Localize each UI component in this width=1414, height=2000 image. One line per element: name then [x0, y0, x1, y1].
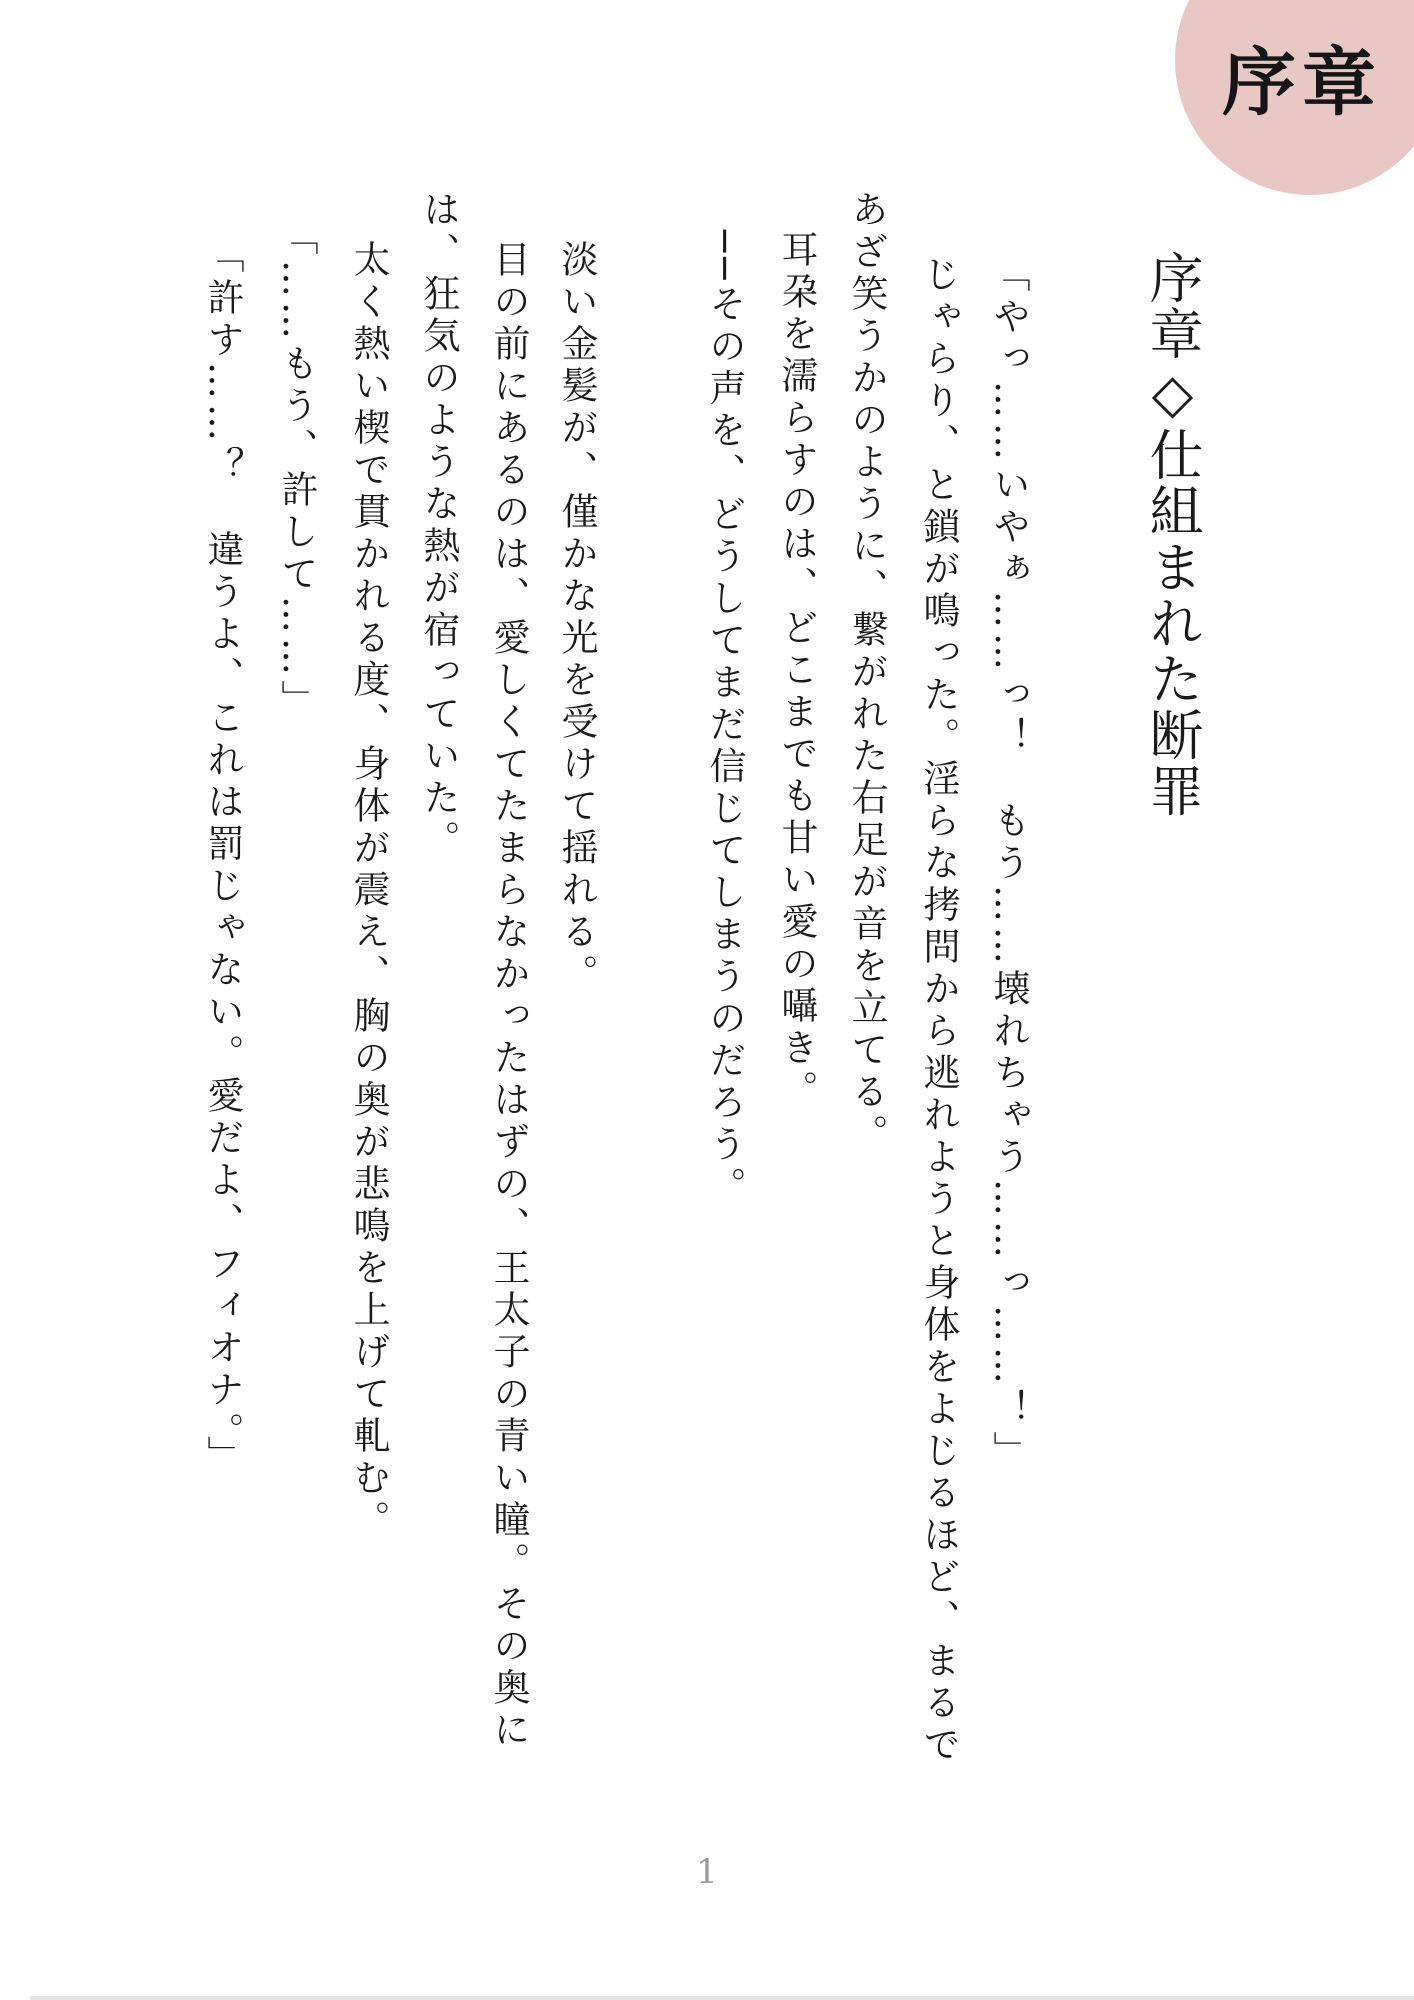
body-line-10: 「……もう、許して……」 — [275, 218, 318, 722]
page-number: 1 — [696, 1852, 718, 1892]
body-line-11: 「許す……？ 違うよ、これは罰じゃない。愛だよ、フィオナ。」 — [201, 236, 244, 1478]
body-line-5: ──その声を、どうしてまだ信じてしまうのだろう。 — [703, 230, 746, 1209]
body-line-8: は、狂気のような熱が宿っていた。 — [417, 190, 460, 862]
body-line-4: 耳朶を濡らすのは、どこまでも甘い愛の囁き。 — [775, 230, 818, 1112]
chapter-badge-label: 序章 — [1222, 40, 1382, 126]
body-line-6: 淡い金髪が、僅かな光を受けて揺れる。 — [555, 240, 598, 996]
body-line-9: 太く熱い楔で貫かれる度、身体が震え、胸の奥が悲鳴を上げて軋む。 — [347, 240, 390, 1542]
body-line-7: 目の前にあるのは、愛しくてたまらなかったはずの、王太子の青い瞳。その奥に — [487, 240, 530, 1752]
body-line-3: あざ笑うかのように、繋がれた右足が音を立てる。 — [845, 190, 888, 1156]
bottom-divider — [30, 1996, 1414, 2000]
body-line-1: 「やっ……いやぁ……っ！ もう……壊れちゃう……っ……！」 — [987, 255, 1030, 1473]
body-line-2: じゃらり、と鎖が鳴った。淫らな拷問から逃れようと身体をよじるほど、まるで — [917, 255, 960, 1767]
chapter-title: 序章◇仕組まれた断罪 — [1141, 250, 1204, 819]
